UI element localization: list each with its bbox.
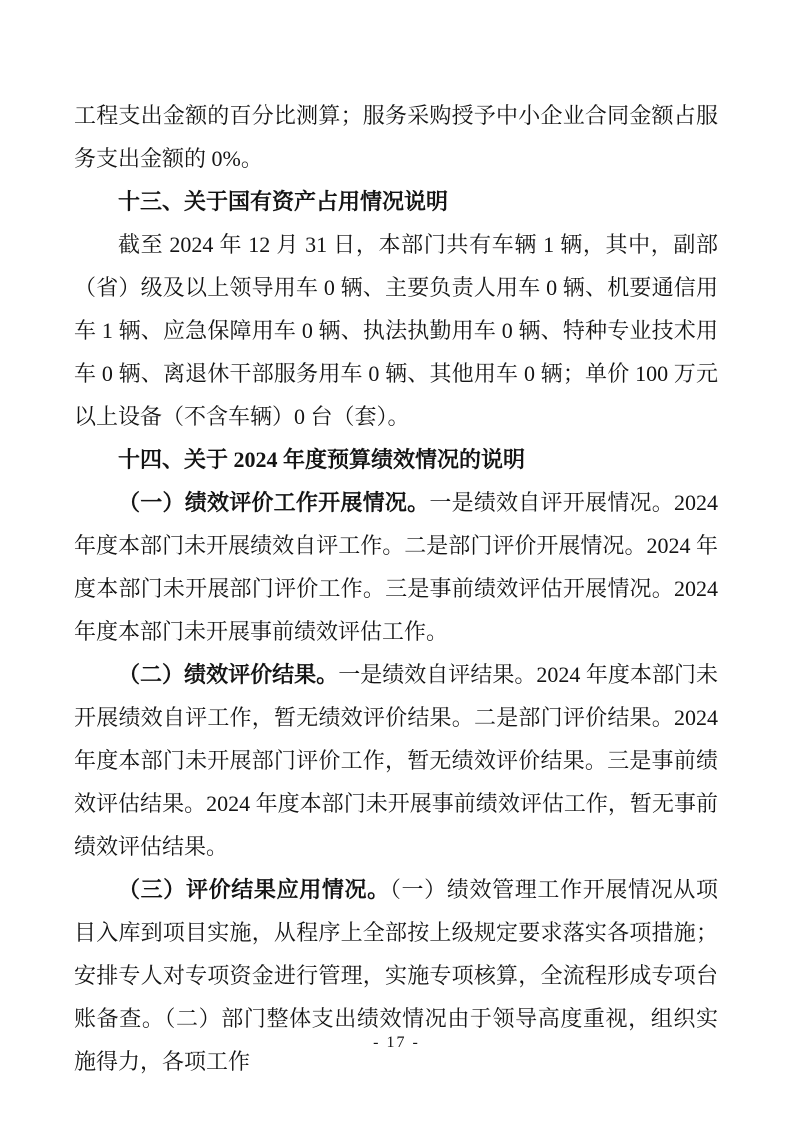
paragraph-performance-evaluation-work [74,481,718,653]
paragraph-performance-evaluation-work-lead: （一）绩效评价工作开展情况。 [118,490,430,515]
paragraph-results-application-lead: （三）评价结果应用情况。 [118,877,390,902]
paragraph-performance-evaluation-work-body: 一是绩效自评开展情况。2024 年度本部门未开展绩效自评工作。二是部门评价开展情况。2024 年度本部门未开展部门评价工作。三是事前绩效评估开展情况。2024 年度本部门未开展事前绩效评估工作。 [74,490,718,644]
paragraph-state-assets: 截至 2024 年 12 月 31 日，本部门共有车辆 1 辆，其中，副部（省）级及以上领导用车 0 辆、主要负责人用车 0 辆、机要通信用车 1 辆、应急保障用车 0 辆、执法执勤用车 0 辆、特种专业技术用车 0 辆、离退休干部服务用车 0 辆、其他用车 0 辆；单价 100 万元以上设备（不含车辆）0 台（套）。 [74,232,718,429]
section-heading-13: 十三、关于国有资产占用情况说明 [118,189,449,214]
paragraph-performance-evaluation-results-body: 一是绩效自评结果。2024 年度本部门未开展绩效自评工作，暂无绩效评价结果。二是部门评价结果。2024 年度本部门未开展部门评价工作，暂无绩效评价结果。三是事前绩效评估结果。2024 年度本部门未开展事前绩效评估工作，暂无事前绩效评估结果。 [74,662,718,859]
section-heading-14: 十四、关于 2024 年度预算绩效情况的说明 [118,447,526,472]
paragraph-performance-evaluation-results [74,653,718,868]
paragraph-continuation: 工程支出金额的百分比测算；服务采购授予中小企业合同金额占服务支出金额的 0%。 [74,103,718,171]
paragraph-results-application-body: （一）绩效管理工作开展情况从项目入库到项目实施，从程序上全部按上级规定要求落实各项措施；安排专人对专项资金进行管理，实施专项核算，全流程形成专项台账备查。（二）部门整体支出绩效情况由于领导高度重视，组织实施得力，各项工作 [74,877,718,1074]
paragraph-performance-evaluation-results-lead: （二）绩效评价结果。 [118,662,339,687]
page-number: - 17 - [373,1034,420,1051]
document-content [74,94,718,1083]
